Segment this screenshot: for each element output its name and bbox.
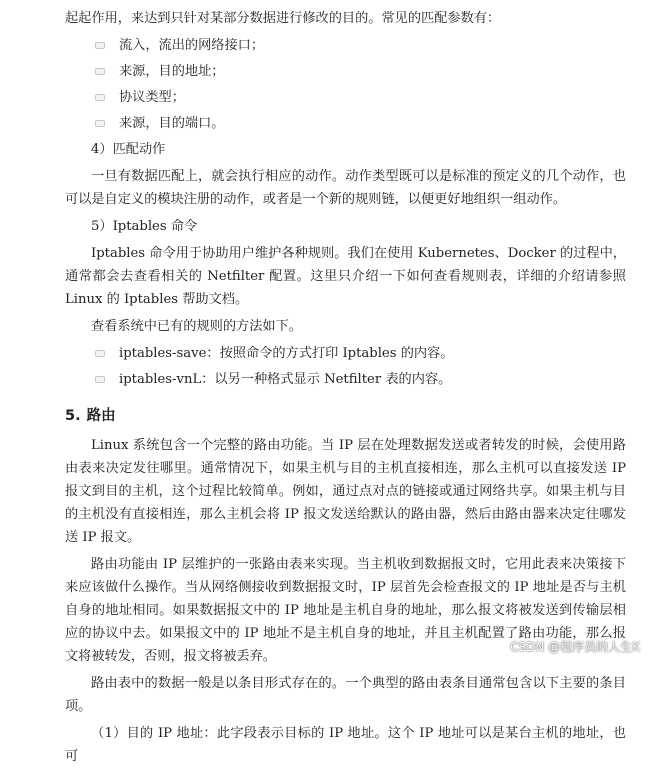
paragraph-dest-ip: （1）目的 IP 地址：此字段表示目标的 IP 地址。这个 IP 地址可以是某台主机的地址，也可 [65,726,626,764]
bullet-icon [95,68,105,75]
list-item: 协议类型； [95,86,626,109]
bullet-icon [95,42,105,49]
paragraph-routing-intro: Linux 系统包含一个完整的路由功能。当 IP 层在处理数据发送或者转发的时候，会使用路由表来决定发往哪里。通常情况下，如果主机与目的主机直接相连，那么主机可以直接发送 IP 报文到目的主机，这个过程比较简单。例如，通过点对点的链接或通过网络共享。如果主机与目的主机没有直接相连，那么主机会将 IP 报文发送给默认的路由器，然后由路由器来决定往哪发送 IP 报文。 [65,438,626,545]
paragraph-action: 一旦有数据匹配上，就会执行相应的动作。动作类型既可以是标准的预定义的几个动作，也可以是自定义的模块注册的动作，或者是一个新的规则链，以便更好地组织一组动作。 [65,169,626,207]
list-item: iptables-vnL：以另一种格式显示 Netfilter 表的内容。 [95,368,626,391]
subheading-iptables: 5）Iptables 命令 [91,219,198,234]
list-item: 来源，目的端口。 [95,112,626,135]
bullet-icon [95,376,105,383]
list-item: 来源，目的地址； [95,60,626,83]
list-item: iptables-save：按照命令的方式打印 Iptables 的内容。 [95,342,626,365]
paragraph-view-rules: 查看系统中已有的规则的方法如下。 [91,319,302,334]
bullet-icon [95,120,105,127]
paragraph-routing-table: 路由功能由 IP 层维护的一张路由表来实现。当主机收到数据报文时，它用此表来决策接下来应该做什么操作。当从网络侧接收到数据报文时，IP 层首先会检查报文的 IP 地址是否与主机自身的地址相同。如果数据报文中的 IP 地址是主机自身的地址，那么报文将被发送到传输层相应的协议中去。如果报文中的 IP 地址不是主机自身的地址，并且主机配置了路由功能，那么报文将被转发，否则，报文将被丢弃。 [65,557,626,664]
paragraph-routing-entries: 路由表中的数据一般是以条目形式存在的。一个典型的路由表条目通常包含以下主要的条目项。 [65,676,626,714]
bullet-icon [95,94,105,101]
paragraph-iptables: Iptables 命令用于协助用户维护各种规则。我们在使用 Kubernetes、Docker 的过程中，通常都会去查看相关的 Netfilter 配置。这里只介绍一下如何查看规则表，详细的介绍请参照 Linux 的 Iptables 帮助文档。 [65,246,626,307]
watermark: CSDN @程序员的人生K [510,640,640,654]
section-heading: 5. 路由 [65,408,116,424]
paragraph-intro: 起起作用，来达到只针对某部分数据进行修改的目的。常见的匹配参数有： [65,11,501,26]
list-item: 流入，流出的网络接口； [95,34,626,57]
bullet-icon [95,350,105,357]
subheading-match-action: 4）匹配动作 [91,142,166,157]
